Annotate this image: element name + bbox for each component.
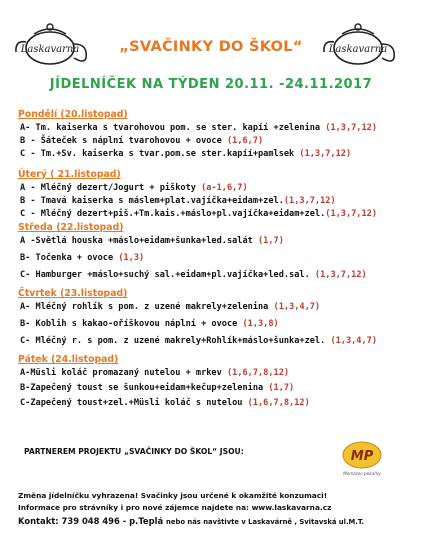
day-heading: Středa (22.listopad): [18, 222, 124, 233]
weekly-menu: [18, 109, 418, 408]
menu-item-text: B- Koblih s kakao-oříškovou náplní + ovoce: [20, 319, 243, 329]
allergens: (1,3,7,12): [325, 209, 378, 219]
mp-logo-icon: [340, 440, 384, 478]
menu-item-text: C-Zapečený toust+zel.+Müsli koláč s nutelou: [20, 398, 248, 408]
menu-item-text: C - Mléčný dezert+piš.+Tm.kais.+máslo+pl.vajíčka+eidam+zel.: [20, 209, 326, 219]
menu-item: [20, 368, 418, 378]
day-tuesday: [18, 169, 418, 219]
day-heading: Pondělí (20.listopad): [18, 109, 128, 120]
partner-heading: PARTNEREM PROJEKTU „SVAČINKY DO ŠKOL“ JSOU:: [24, 447, 244, 456]
menu-item-text: B-Zapečený toust se šunkou+eidam+kečup+zelenina: [20, 383, 269, 393]
menu-item: [20, 383, 418, 393]
menu-item: [20, 236, 418, 246]
contact-phone: Kontakt: 739 048 496 - p.Teplá: [18, 516, 167, 526]
menu-item: [20, 302, 418, 312]
day-heading: Pátek (24.listopad): [18, 354, 119, 365]
menu-item: [20, 149, 418, 159]
day-heading: Čtvrtek (23.listopad): [18, 288, 128, 299]
svg-text:MP: MP: [350, 449, 374, 464]
menu-item-text: C- Hamburger +máslo+suchý sal.+eidam+pl.vajíčka+led.sal.: [20, 270, 315, 280]
menu-item: [20, 183, 418, 193]
allergens: (1,6,7,8,12): [226, 368, 290, 378]
menu-item: [20, 253, 418, 263]
menu-item-text: A-Müsli koláč promazaný nutelou + mrkev: [20, 368, 227, 378]
allergens: (1,3,8): [242, 319, 279, 329]
footer-contact: [18, 516, 364, 526]
day-monday: [18, 109, 418, 159]
svg-text:Laskavarna: Laskavarna: [20, 44, 80, 55]
svg-text:Momárec-pekařky: Momárec-pekařky: [343, 471, 381, 476]
footer-notice: Změna jídelníčku vyhrazena! Svačinky jsou určené k okamžité konzumaci!: [18, 491, 328, 500]
allergens: (1,3,4,7): [330, 336, 378, 346]
day-friday: [18, 354, 418, 408]
page-title: „SVAČINKY DO ŠKOL“: [119, 39, 303, 55]
menu-item-text: C- Mléčný r. s pom. z uzené makrely+Rohlík+máslo+šunka+zel.: [20, 336, 331, 346]
menu-item: [20, 136, 418, 146]
menu-item: [20, 209, 418, 219]
allergens: (1,3): [118, 253, 145, 263]
day-thursday: [18, 288, 418, 346]
menu-item-text: B- Točenka + ovoce: [20, 253, 119, 263]
menu-item-text: B - Šáteček s náplní tvarohovou + ovoce: [20, 136, 227, 146]
mp-partner-logo: [340, 440, 384, 478]
menu-item: [20, 196, 418, 206]
menu-item-text: A- Tm. kaiserka s tvarohovou pom. se ster. kapíí +zelenina: [20, 123, 326, 133]
allergens: (1,3,7,12): [299, 149, 352, 159]
menu-item: [20, 398, 418, 408]
contact-address: nebo nás navštivte v Laskavárně , Svitavská ul.M.T.: [166, 518, 365, 526]
menu-item-text: C - Tm.+Sv. kaiserka s tvar.pom.se ster.kapíí+pamlsek: [20, 149, 300, 159]
menu-item: [20, 336, 418, 346]
menu-item-text: A- Mléčný rohlík s pom. z uzené makrely+zelenina: [20, 302, 274, 312]
allergens: (1,7): [268, 383, 295, 393]
menu-item: [20, 123, 418, 133]
menu-item: [20, 319, 418, 329]
menu-item-text: A - Mléčný dezert/Jogurt + piškoty: [20, 183, 202, 193]
menu-item-text: A -Světlá houska +máslo+eidam+šunka+led.salát: [20, 236, 258, 246]
allergens: (1,3,7,12): [283, 196, 336, 206]
day-heading: Úterý ( 21.listopad): [18, 169, 121, 180]
allergens: (a-1,6,7): [201, 183, 248, 193]
allergens: (1,3,7,12): [314, 270, 367, 280]
allergens: (1,7): [258, 236, 284, 246]
allergens: (1,3,7,12): [325, 123, 378, 133]
allergens: (1,6,7): [226, 136, 264, 146]
menu-item-text: B - Tmavá kaiserka s máslem+plat.vajíčka+eidam+zel.: [20, 196, 284, 206]
allergens: (1,6,7,8,12): [247, 398, 310, 408]
svg-text:Laskavarna: Laskavarna: [328, 44, 388, 55]
allergens: (1,3,4,7): [273, 302, 321, 312]
menu-week-heading: JÍDELNÍČEK NA TÝDEN 20.11. -24.11.2017: [49, 77, 373, 92]
menu-item: [20, 270, 418, 280]
day-wednesday: [18, 222, 418, 280]
footer-info: Informace pro strávníky i pro nové zájemce najdete na: www.laskavarna.cz: [18, 503, 332, 512]
